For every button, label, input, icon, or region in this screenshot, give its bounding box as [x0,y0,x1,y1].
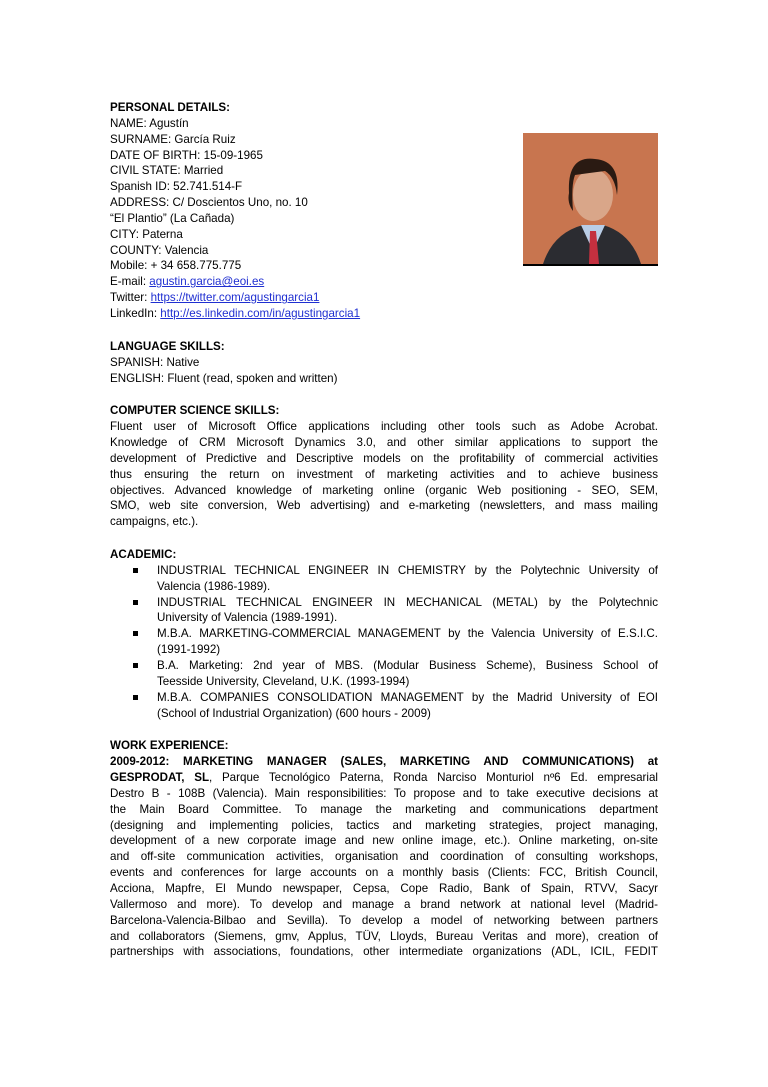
paragraph-line: SMO, web site conversion, Web advertising) and e-marketing (newsletters, and mass mailing [110,499,658,513]
work-experience-section [110,738,658,960]
paragraph-line: partnerships with associations, foundations, other intermediate organizations (ADL, ICIL, FEDIT [110,945,658,959]
email-link[interactable]: agustin.garcia@eoi.es [149,275,265,289]
paragraph-line: and collaborators (Siemens, gmv, Applus, TÜV, Lloyds, Bureau Veritas and more), creation of [110,929,658,943]
section-heading: PERSONAL DETAILS: [110,101,231,114]
section-heading: WORK EXPERIENCE: [110,739,229,753]
language-item: SPANISH: Native [110,355,200,369]
twitter-link[interactable]: https://twitter.com/agustingarcia1 [150,291,320,305]
paragraph-line: (designing and implementing policies, tactics and marketing strategies, project managing, [110,818,658,832]
paragraph-line: development of a new corporate image and new online image, etc.). Online marketing, on-site [110,834,658,848]
twitter-label: Twitter: [110,291,151,305]
paragraph-line: Destro B - 108B (Valencia). Main responsibilities: To propose and to take executive decisions at [110,786,658,800]
bullet-icon [133,600,138,605]
detail-twitter [110,290,658,306]
paragraph-line: development of Predictive and Descriptive models on the profitability of commercial activities [110,451,658,465]
language-item: ENGLISH: Fluent (read, spoken and written) [110,371,338,385]
language-skills-section [110,339,658,387]
detail-dob: DATE OF BIRTH: 15-09-1965 [110,148,263,162]
academic-section [110,547,658,721]
detail-name: NAME: Agustín [110,116,189,130]
academic-item [110,626,658,658]
detail-surname: SURNAME: García Ruiz [110,132,236,146]
item-line: INDUSTRIAL TECHNICAL ENGINEER IN CHEMISTRY by the Polytechnic University of [157,563,658,577]
detail-email [110,274,658,290]
item-line: B.A. Marketing: 2nd year of MBS. (Modular Business Scheme), Business School of [157,659,658,672]
personal-details-section [110,100,658,322]
section-heading: LANGUAGE SKILLS: [110,339,225,353]
paragraph-line: Barcelona-Valencia-Bilbao and Sevilla). To develop a model of networking between partners [110,913,658,927]
job-title-line: 2009-2012: MARKETING MANAGER (SALES, MARKETING AND COMMUNICATIONS) at [110,755,658,769]
company-address: , Parque Tecnológico Paterna, Ronda Narciso Monturiol nº6 Ed. empresarial [209,771,658,785]
paragraph-line: events and conferences for large accounts on a monthly basis (Clients: FCC, British Council, [110,866,658,880]
bullet-icon [133,568,138,573]
academic-item [110,658,658,690]
cv-document [110,100,658,960]
item-line: Teesside University, Cleveland, U.K. (1993-1994) [157,674,410,688]
item-line: INDUSTRIAL TECHNICAL ENGINEER IN MECHANICAL (METAL) by the Polytechnic [157,595,658,609]
company-name: GESPRODAT, SL [110,771,210,785]
paragraph-line: Fluent user of Microsoft Office applications including other tools such as Adobe Acrobat. [110,420,658,434]
detail-civil-state: CIVIL STATE: Married [110,164,224,178]
detail-county: COUNTY: Valencia [110,243,209,257]
computer-skills-section [110,403,658,530]
bullet-icon [133,695,138,700]
linkedin-label: LinkedIn: [110,306,161,320]
detail-city: CITY: Paterna [110,227,183,241]
detail-address-2: “El Plantio” (La Cañada) [110,211,235,225]
paragraph-line: Vallermoso and more). To develop and manage a brand network at national level (Madrid- [110,897,658,911]
bullet-icon [133,663,138,668]
detail-linkedin [110,306,658,322]
item-line: University of Valencia (1989-1991). [157,611,338,625]
linkedin-link[interactable]: http://es.linkedin.com/in/agustingarcia1 [160,306,361,320]
paragraph-line: Acciona, Mapfre, El Mundo newspaper, Cepsa, Cope Radio, Bank of Spain, RTVV, Sacyr [110,881,658,895]
item-line: (School of Industrial Organization) (600 hours - 2009) [157,706,431,720]
paragraph-line: the Main Board Committee. To manage the marketing and communications department [110,802,658,816]
paragraph-line: and off-site communication activities, organisation and coordination of consulting workshops, [110,850,658,864]
paragraph-line: thus ensuring the return on investment of marketing activities and to achieve business [110,467,658,481]
paragraph-line: objectives. Advanced knowledge of marketing online (organic Web positioning - SEO, SEM, [110,483,658,497]
item-line: Valencia (1986-1989). [157,579,271,593]
item-line: (1991-1992) [157,643,221,657]
item-line: M.B.A. MARKETING-COMMERCIAL MANAGEMENT by the Valencia University of E.S.I.C. [157,627,658,641]
company-line [110,770,658,786]
paragraph-line: campaigns, etc.). [110,515,199,529]
section-heading: COMPUTER SCIENCE SKILLS: [110,404,280,418]
bullet-icon [133,631,138,636]
detail-address: ADDRESS: C/ Doscientos Uno, no. 10 [110,196,308,210]
section-heading: ACADEMIC: [110,548,177,562]
detail-mobile: Mobile: + 34 658.775.775 [110,259,242,273]
email-label: E-mail: [110,275,150,289]
detail-id: Spanish ID: 52.741.514-F [110,180,243,194]
item-line: M.B.A. COMPANIES CONSOLIDATION MANAGEMENT by the Madrid University of EOI [157,690,658,704]
academic-item [110,563,658,595]
academic-item [110,595,658,627]
paragraph-line: Knowledge of CRM Microsoft Dynamics 3.0, and other similar applications to support the [110,436,658,450]
academic-item [110,690,658,722]
